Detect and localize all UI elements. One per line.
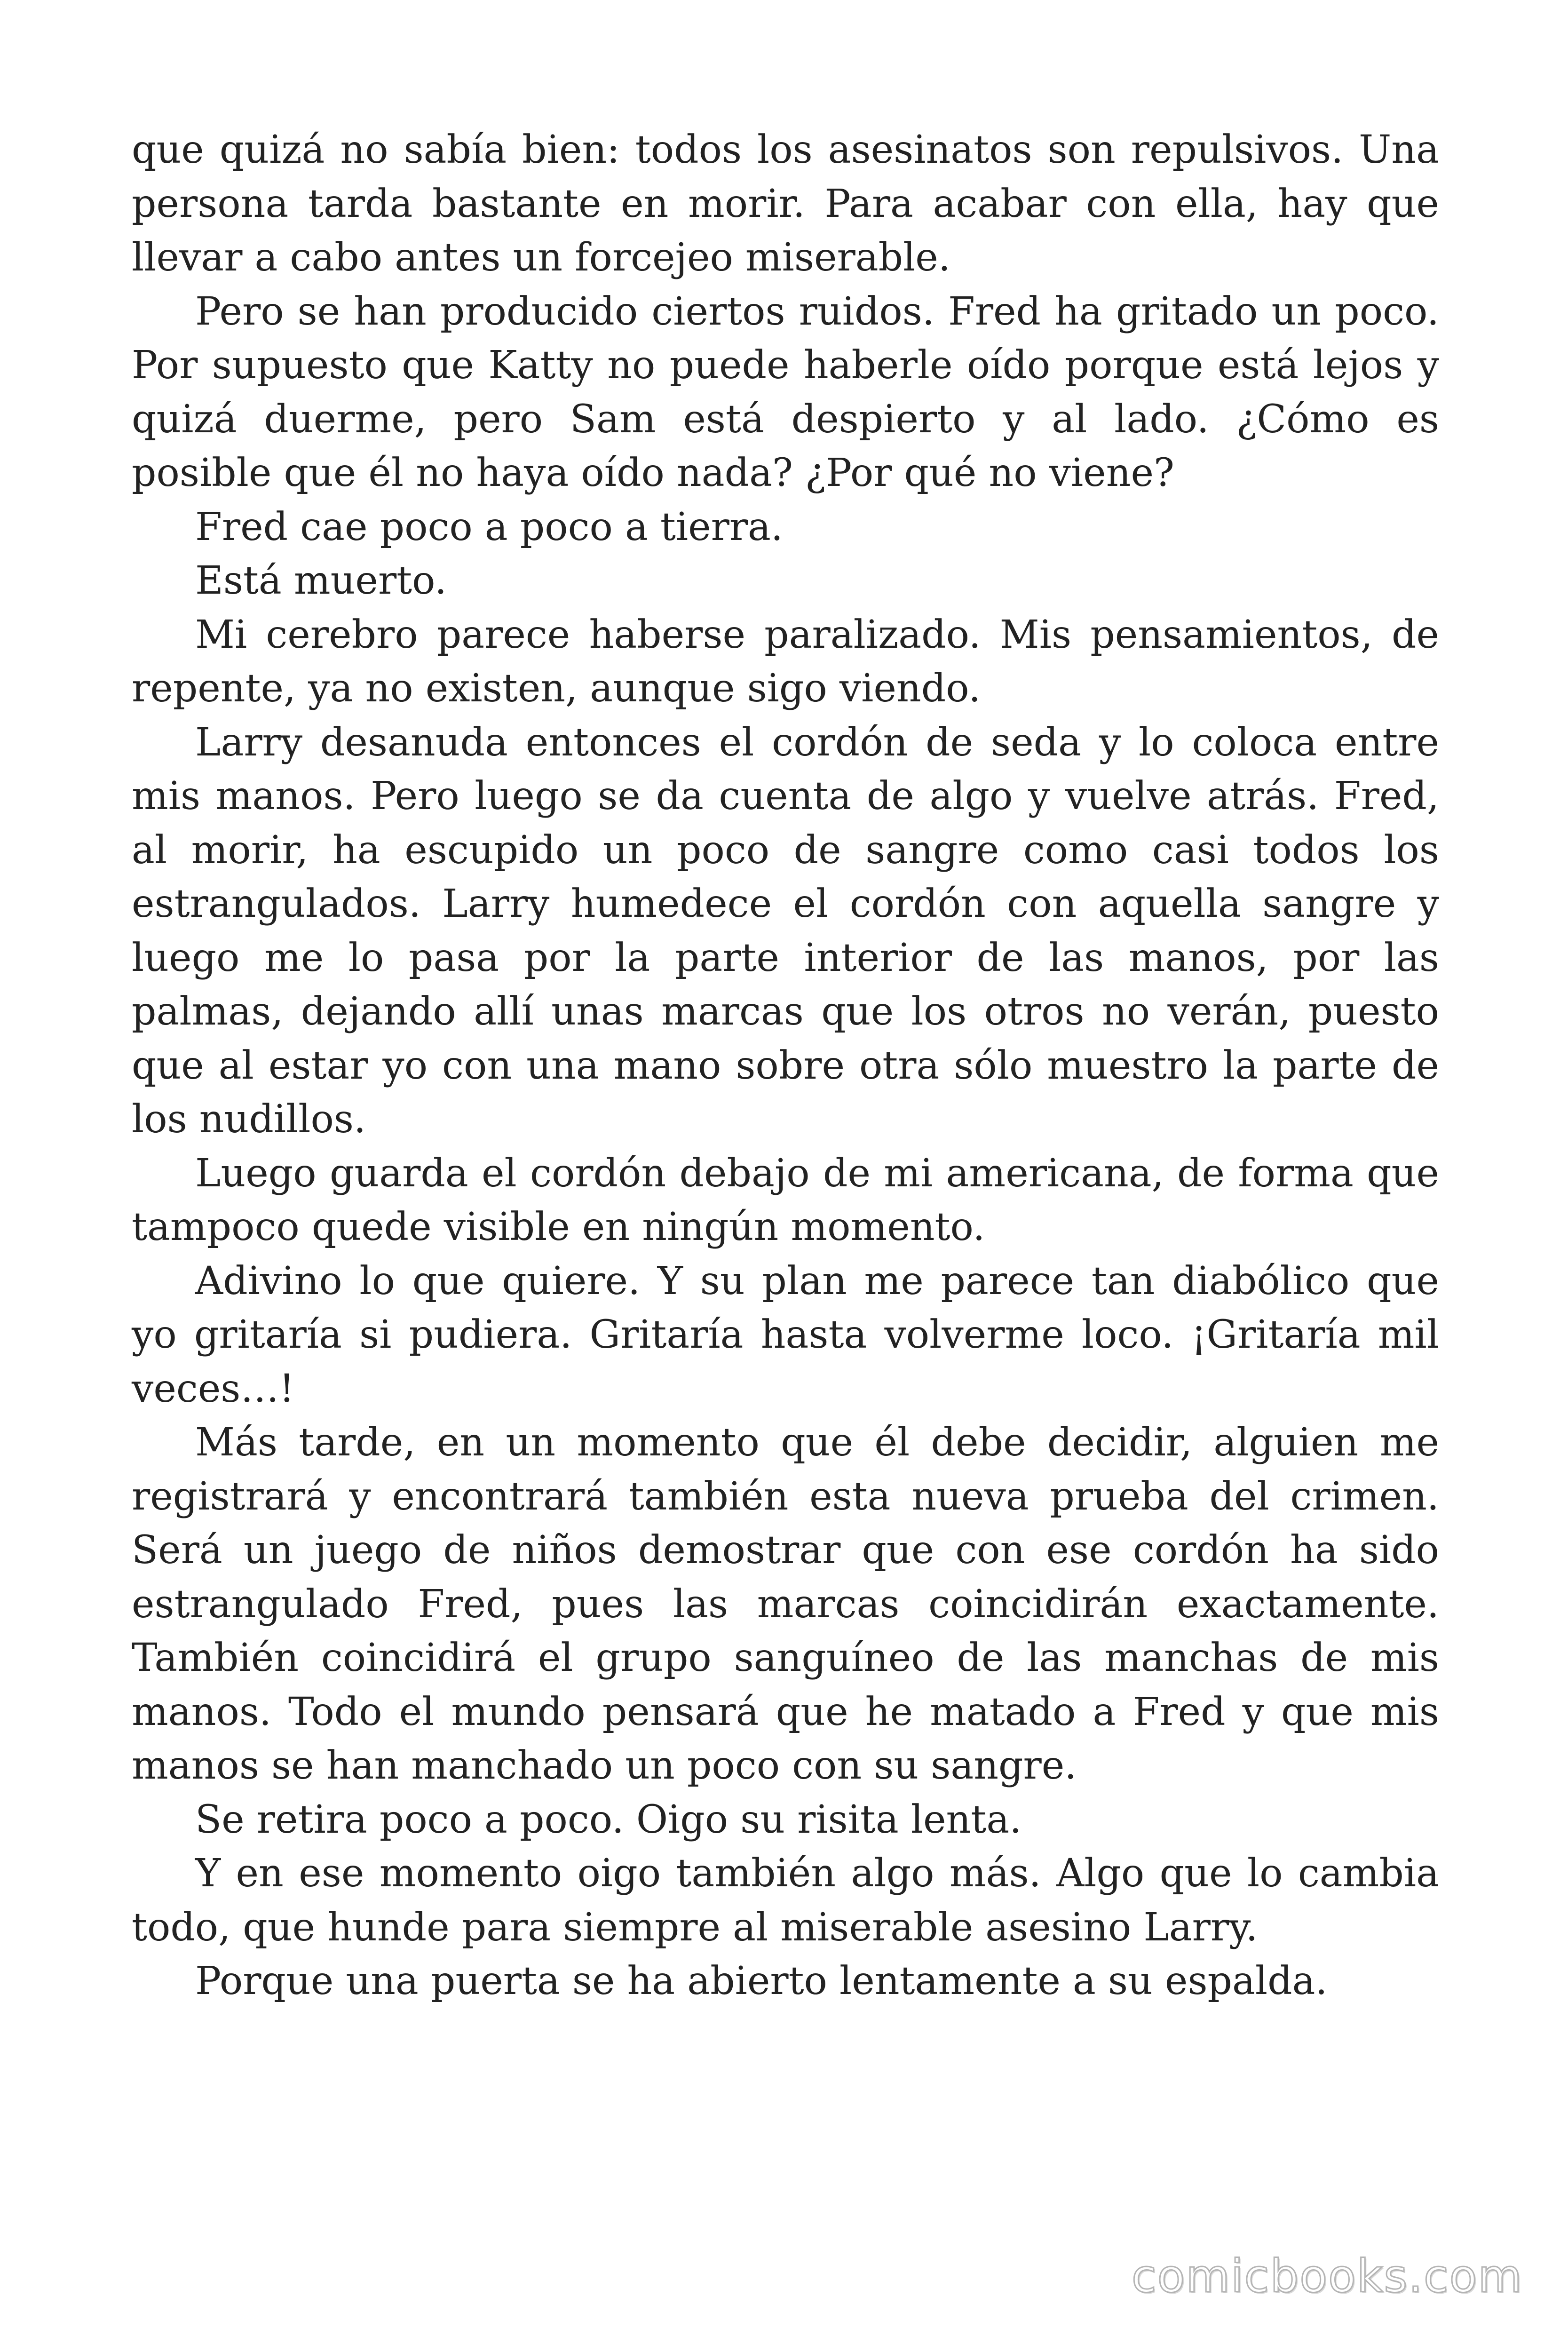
paragraph: Más tarde, en un momento que él debe decidir, alguien me registrará y encontrará también esta nueva prueba del crimen. Será un juego de niños demostrar que con ese cordón ha sido estrangulado Fred, pues las marcas coincidirán exactamente. También coincidirá el grupo sanguíneo de las manchas de mis manos. Todo el mundo pensará que he matado a Fred y que mis manos se han manchado un poco con su sangre.	[132, 1420, 1439, 1788]
paragraph: Fred cae poco a poco a tierra.	[195, 504, 783, 549]
paragraph: Adivino lo que quiere. Y su plan me parece tan diabólico que yo gritaría si pudiera. Gritaría hasta volverme loco. ¡Gritaría mil veces…!	[132, 1258, 1439, 1411]
paragraph: Larry desanuda entonces el cordón de seda y lo coloca entre mis manos. Pero luego se da cuenta de algo y vuelve atrás. Fred, al morir, ha escupido un poco de sangre como casi todos los estrangulados. Larry humedece el cordón con aquella sangre y luego me lo pasa por la parte interior de las manos, por las palmas, dejando allí unas marcas que los otros no verán, puesto que al estar yo con una mano sobre otra sólo muestro la parte de los nudillos.	[132, 720, 1439, 1142]
paragraph: que quizá no sabía bien: todos los asesinatos son repulsivos. Una persona tarda bastante en morir. Para acabar con ella, hay que llevar a cabo antes un forcejeo miserable.	[132, 127, 1439, 280]
paragraph: Luego guarda el cordón debajo de mi americana, de forma que tampoco quede visible en ningún momento.	[132, 1151, 1439, 1249]
paragraph: Mi cerebro parece haberse paralizado. Mis pensamientos, de repente, ya no existen, aunque sigo viendo.	[132, 612, 1439, 711]
paragraph: Porque una puerta se ha abierto lentamente a su espalda.	[195, 1959, 1328, 2003]
paragraph: Pero se han producido ciertos ruidos. Fred ha gritado un poco. Por supuesto que Katty no puede haberle oído porque está lejos y quizá duerme, pero Sam está despierto y al lado. ¿Cómo es posible que él no haya oído nada? ¿Por qué no viene?	[132, 289, 1439, 495]
paragraph: Se retira poco a poco. Oigo su risita lenta.	[195, 1797, 1022, 1842]
body-text	[132, 123, 1439, 2009]
paragraph: Y en ese momento oigo también algo más. Algo que lo cambia todo, que hunde para siempre al miserable asesino Larry.	[132, 1851, 1439, 1950]
watermark: comicbooks.com	[1131, 2250, 1523, 2303]
paragraph: Está muerto.	[195, 558, 447, 603]
